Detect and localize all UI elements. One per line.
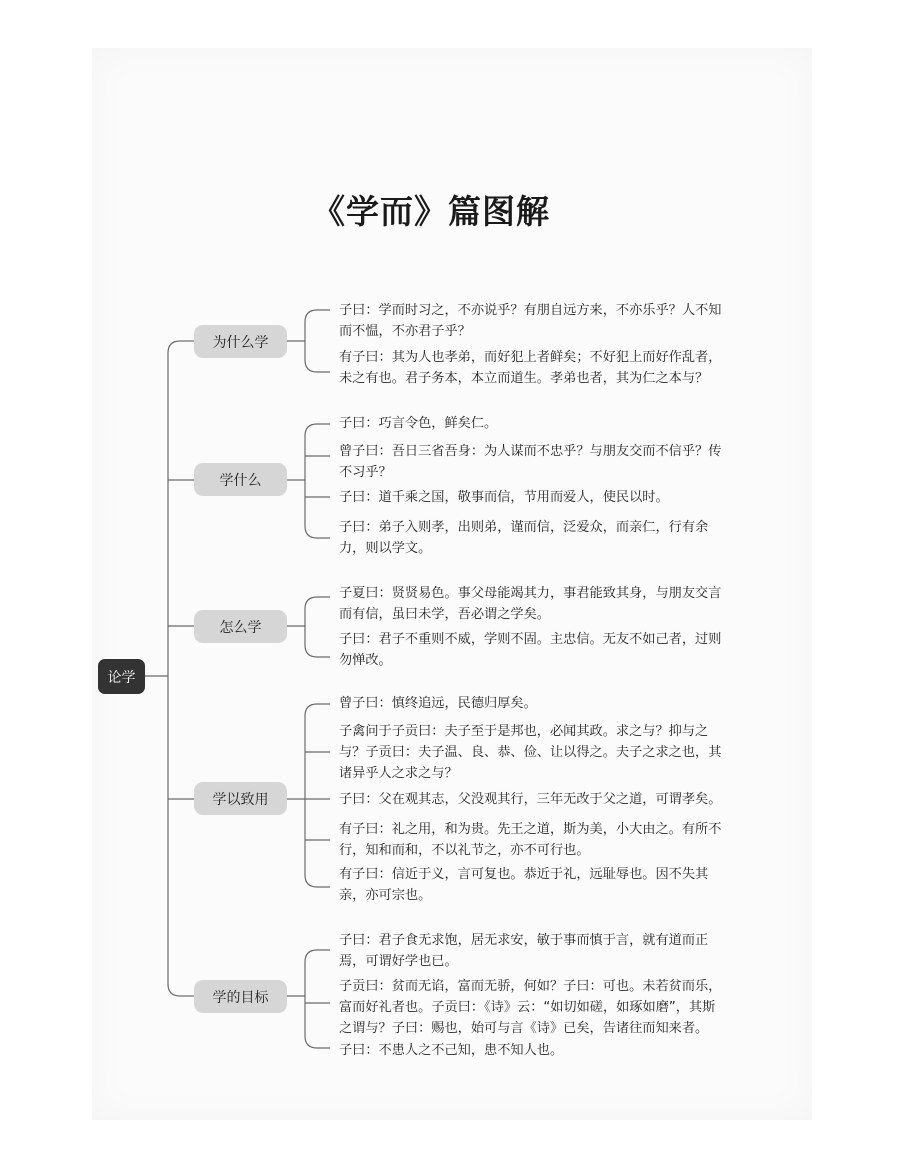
root-node: 论学	[98, 659, 145, 694]
category-node-why-learn: 为什么学	[194, 325, 287, 358]
quote-text: 子曰：君子食无求饱，居无求安，敏于事而慎于言，就有道而正焉，可谓好学也已。	[339, 933, 709, 969]
quote-text: 子曰：不患人之不己知，患不知人也。	[339, 1043, 564, 1058]
connector-trunk	[168, 341, 180, 996]
quote-text: 子曰：君子不重则不威，学则不固。主忠信。无友不如己者，过则勿惮改。	[339, 632, 722, 668]
quote-text: 子曰：父在观其志，父没观其行，三年无改于父之道，可谓孝矣。	[339, 792, 722, 807]
quote-text: 有子曰：礼之用，和为贵。先王之道，斯为美，小大由之。有所不行，知和而和，不以礼节之，亦不可行也。	[339, 822, 722, 858]
page-title: 《学而》篇图解	[312, 192, 550, 231]
quote-text: 有子曰：其为人也孝弟，而好犯上者鲜矣；不好犯上而好作乱者，未之有也。君子务本，本立而道生。孝弟也者，其为仁之本与？	[339, 350, 722, 386]
category-node-learning-goal: 学的目标	[194, 980, 287, 1013]
quote-text: 子曰：巧言令色，鲜矣仁。	[339, 416, 498, 431]
quote-text: 子曰：弟子入则孝，出则弟，谨而信，泛爱众，而亲仁，行有余力，则以学文。	[339, 520, 709, 556]
quote-text: 子贡曰：贫而无谄，富而无骄，何如？子曰：可也。未若贫而乐，富而好礼者也。子贡曰：《诗》云：“如切如磋，如琢如磨”，其斯之谓与？子曰：赐也，始可与言《诗》已矣，告诸往而知来者。	[339, 979, 722, 1036]
quote-text: 有子曰：信近于义，言可复也。恭近于礼，远耻辱也。因不失其亲，亦可宗也。	[339, 867, 709, 903]
quote-text: 子曰：学而时习之，不亦说乎？有朋自远方来，不亦乐乎？人不知而不愠，不亦君子乎？	[339, 303, 722, 339]
category-node-how-learn: 怎么学	[194, 610, 287, 643]
category-node-what-learn: 学什么	[194, 463, 287, 496]
quote-text: 曾子曰：慎终追远，民德归厚矣。	[339, 696, 537, 711]
quote-text: 子禽问于子贡曰：夫子至于是邦也，必闻其政。求之与？抑与之与？子贡曰：夫子温、良、恭、俭、让以得之。夫子之求之也，其诸异乎人之求之与？	[339, 724, 722, 781]
quote-text: 曾子曰：吾日三省吾身：为人谋而不忠乎？与朋友交而不信乎？传不习乎？	[339, 444, 722, 480]
quote-text: 子夏曰：贤贤易色。事父母能竭其力，事君能致其身，与朋友交言而有信，虽曰未学，吾必谓之学矣。	[339, 586, 722, 622]
category-node-apply-learning: 学以致用	[194, 782, 287, 815]
quote-text: 子曰：道千乘之国，敬事而信，节用而爱人，使民以时。	[339, 490, 669, 505]
